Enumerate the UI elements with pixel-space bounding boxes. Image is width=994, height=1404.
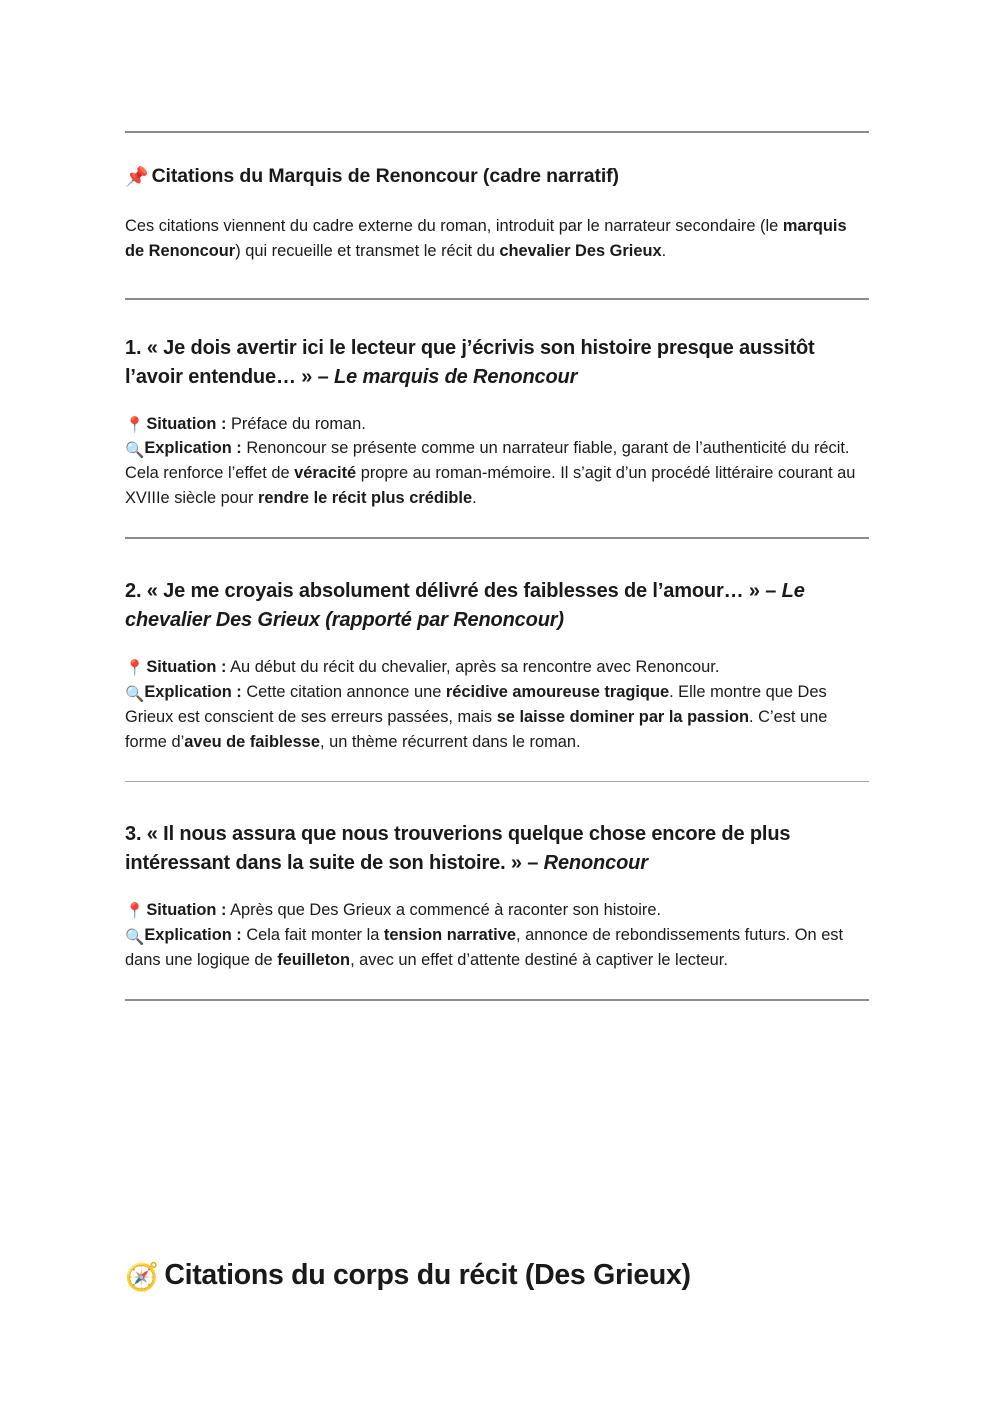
quote-heading-3 (125, 820, 869, 878)
quote-heading-1-plain: 1. « Je dois avertir ici le lecteur que j’écrivis son histoire presque aussitôt l’avoir entendue… » – (125, 336, 815, 388)
quote-2-exp-p4: , un thème récurrent dans le roman. (319, 733, 581, 752)
spacer (125, 539, 869, 577)
quote-heading-1-attribution: Le marquis de Renoncour (334, 365, 578, 388)
intro-paragraph (125, 214, 869, 264)
spacer (125, 264, 869, 298)
quote-1-explication (125, 436, 869, 511)
spacer (125, 878, 869, 898)
compass-icon: 🧭 (125, 1261, 159, 1293)
quote-3-situation (125, 898, 869, 923)
quote-3-exp-p1: Cela fait monter la (241, 925, 384, 944)
quote-3-situation-text: Après que Des Grieux a commencé à raconter son histoire. (226, 901, 661, 920)
quote-heading-1 (125, 334, 869, 392)
quote-1-exp-b1: véracité (294, 464, 357, 483)
quote-1-exp-p1: Renoncour se présente comme un narrateur fiable, garant de l’authenticité du récit. Cela renforce l’effet de (125, 439, 850, 483)
quote-3-exp-p2: , annonce de rebondissements futurs. On est dans une logique de (125, 925, 844, 969)
magnifying-glass-icon: 🔍 (125, 685, 145, 704)
quote-heading-3-plain: 3. « Il nous assura que nous trouverions quelque chose encore de plus intéressant dans la suite de son histoire. » – (125, 823, 791, 875)
quote-2-exp-p3: . C’est une forme d’ (125, 708, 828, 752)
magnifying-glass-icon: 🔍 (125, 441, 145, 460)
spacer-before-final-heading-2 (125, 1129, 869, 1257)
intro-part-2: ) qui recueille et transmet le récit du (235, 241, 500, 260)
quote-block-2 (125, 577, 869, 755)
quote-block-1 (125, 334, 869, 512)
round-pushpin-icon: 📍 (125, 902, 145, 921)
intro-part-3: . (661, 241, 667, 260)
quote-1-situation-label: Situation : (146, 414, 227, 433)
section-heading-renoncour-text: Citations du Marquis de Renoncour (cadre narratif) (151, 165, 619, 187)
quote-2-exp-b2: se laisse dominer par la passion (496, 708, 750, 727)
quote-3-explication-label: Explication : (144, 925, 242, 944)
quote-2-exp-p1: Cette citation annonce une (241, 683, 446, 702)
quote-1-situation (125, 412, 869, 437)
quote-2-explication-label: Explication : (144, 683, 242, 702)
pushpin-icon: 📌 (125, 166, 149, 188)
quote-1-exp-p2: propre au roman-mémoire. Il s’agit d’un procédé littéraire courant au XVIIIe siècle pour (125, 464, 856, 508)
quote-2-explication (125, 680, 869, 755)
quote-heading-2 (125, 577, 869, 635)
quote-1-explication-label: Explication : (144, 439, 242, 458)
spacer-before-final-heading (125, 1001, 869, 1129)
quote-3-explication (125, 923, 869, 973)
spacer (125, 190, 869, 214)
spacer (125, 300, 869, 334)
quote-2-situation (125, 655, 869, 680)
round-pushpin-icon: 📍 (125, 415, 145, 434)
round-pushpin-icon: 📍 (125, 659, 145, 678)
section-heading-renoncour (125, 163, 869, 190)
spacer (125, 782, 869, 820)
quote-heading-2-plain: 2. « Je me croyais absolument délivré des faiblesses de l’amour… » – (125, 580, 782, 603)
section-heading-des-grieux-text: Citations du corps du récit (Des Grieux) (164, 1258, 691, 1291)
quote-2-exp-b1: récidive amoureuse tragique (445, 683, 670, 702)
quote-heading-2-attribution: Le chevalier Des Grieux (rapporté par Renoncour) (125, 580, 805, 632)
quote-3-exp-p3: , avec un effet d’attente destiné à captiver le lecteur. (350, 950, 728, 969)
intro-part-1: Ces citations viennent du cadre externe du roman, introduit par le narrateur secondaire (le (125, 216, 783, 235)
quote-3-exp-b1: tension narrative (383, 925, 516, 944)
section-heading-des-grieux (125, 1257, 869, 1294)
spacer (125, 133, 869, 163)
quote-block-3 (125, 820, 869, 973)
quote-3-exp-b2: feuilleton (277, 950, 351, 969)
quote-3-situation-label: Situation : (146, 901, 227, 920)
quote-2-situation-label: Situation : (146, 658, 227, 677)
quote-1-exp-b2: rendre le récit plus crédible (258, 489, 473, 508)
spacer (125, 755, 869, 781)
spacer (125, 511, 869, 537)
document-content (125, 0, 869, 1294)
quote-2-exp-b3: aveu de faiblesse (184, 733, 320, 752)
quote-heading-3-attribution: Renoncour (543, 852, 648, 875)
intro-bold-marquis: marquis de Renoncour (125, 216, 847, 260)
intro-bold-chevalier: chevalier Des Grieux (499, 241, 662, 260)
spacer (125, 973, 869, 999)
magnifying-glass-icon: 🔍 (125, 927, 145, 946)
quote-1-situation-text: Préface du roman. (226, 414, 366, 433)
quote-1-exp-p3: . (472, 489, 477, 508)
top-spacer (125, 0, 869, 131)
spacer (125, 392, 869, 412)
quote-2-exp-p2: . Elle montre que Des Grieux est conscient de ses erreurs passées, mais (125, 683, 827, 727)
spacer (125, 635, 869, 655)
quote-2-situation-text: Au début du récit du chevalier, après sa rencontre avec Renoncour. (226, 658, 720, 677)
